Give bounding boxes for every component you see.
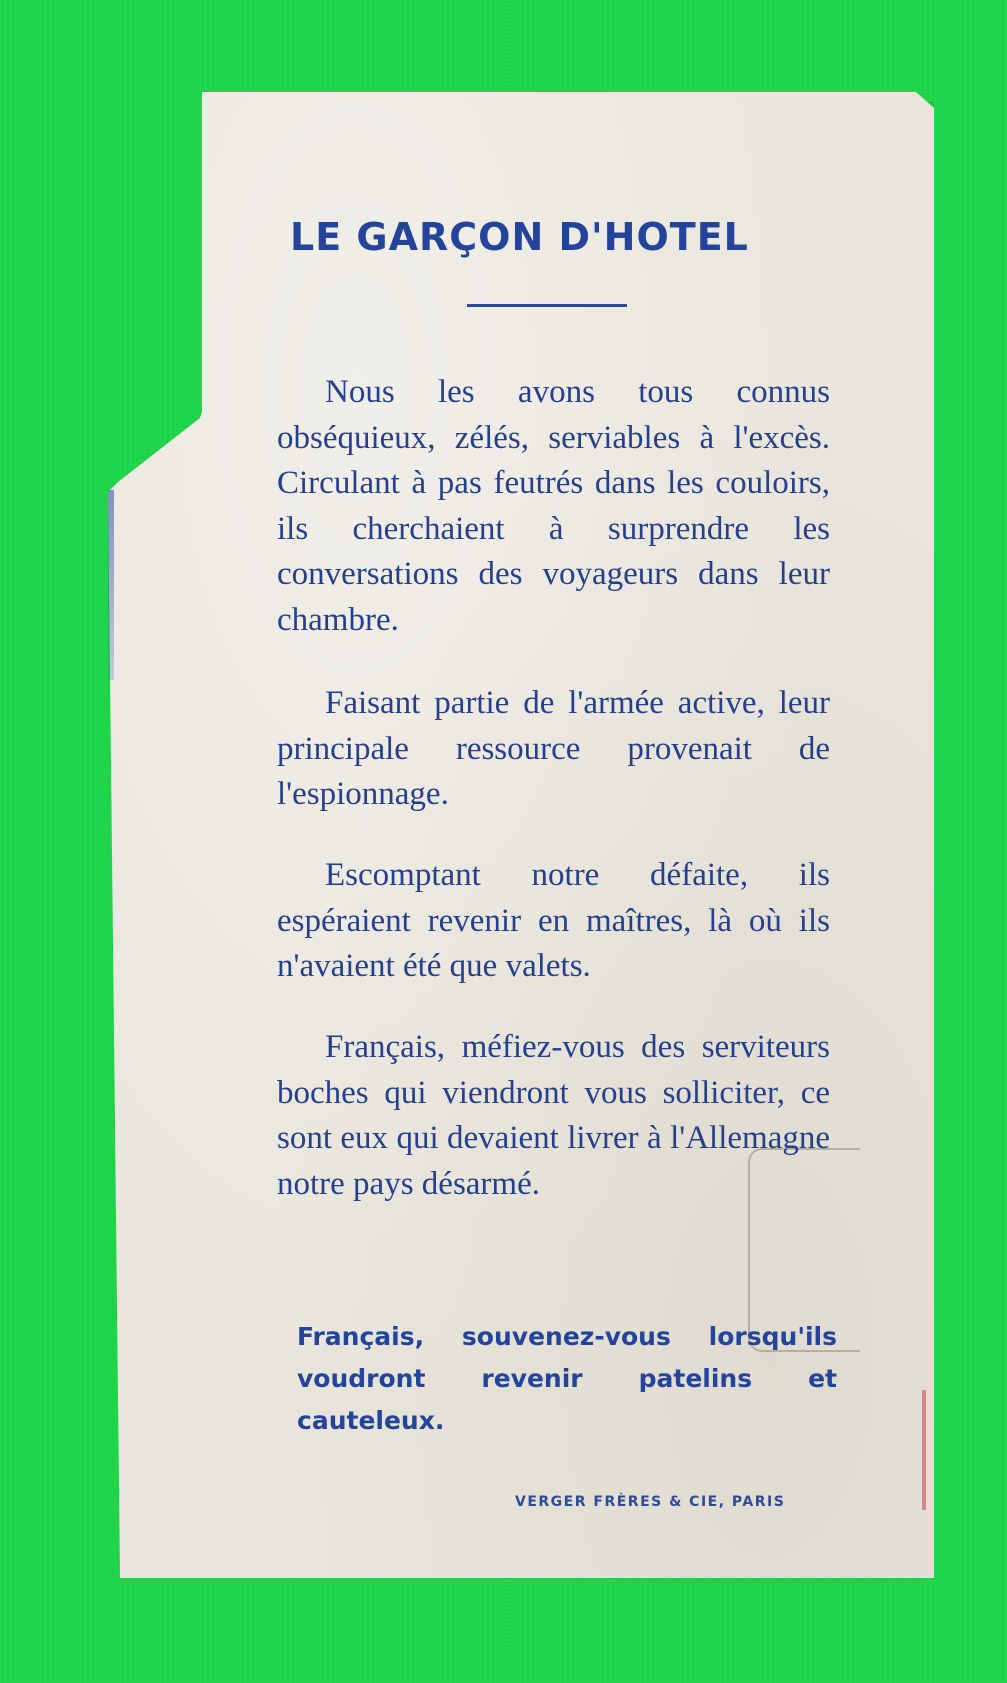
paragraph-2: Faisant partie de l'armée active, leur principale ressource provenait de l'espionnage. [277,685,830,812]
closing-statement: Français, souvenez-vous lorsqu'ils voudront revenir patelins et cauteleux. [297,1322,837,1435]
title-underline-rule [467,304,627,307]
card-title: LE GARÇON D'HOTEL [290,215,749,259]
paragraph-4: Français, méfiez-vous des serviteurs boches qui viendront vous solliciter, ce sont eux qui devaient livrer à l'Allemagne notre pays désarmé. [277,1029,830,1202]
card-edge-blue-stain [108,490,114,680]
card-edge-red-stain [922,1390,926,1510]
paragraph-1: Nous les avons tous connus obséquieux, zélés, serviables à l'excès. Circulant à pas feutrés dans les couloirs, ils cherchaient à surprendre les conversations des voyageurs dans leur chambre. [277,374,830,638]
paragraph-3: Escomptant notre défaite, ils espéraient revenir en maîtres, là où ils n'avaient été que valets. [277,857,830,984]
printer-imprint: VERGER FRÈRES & CIE, PARIS [515,1494,786,1510]
